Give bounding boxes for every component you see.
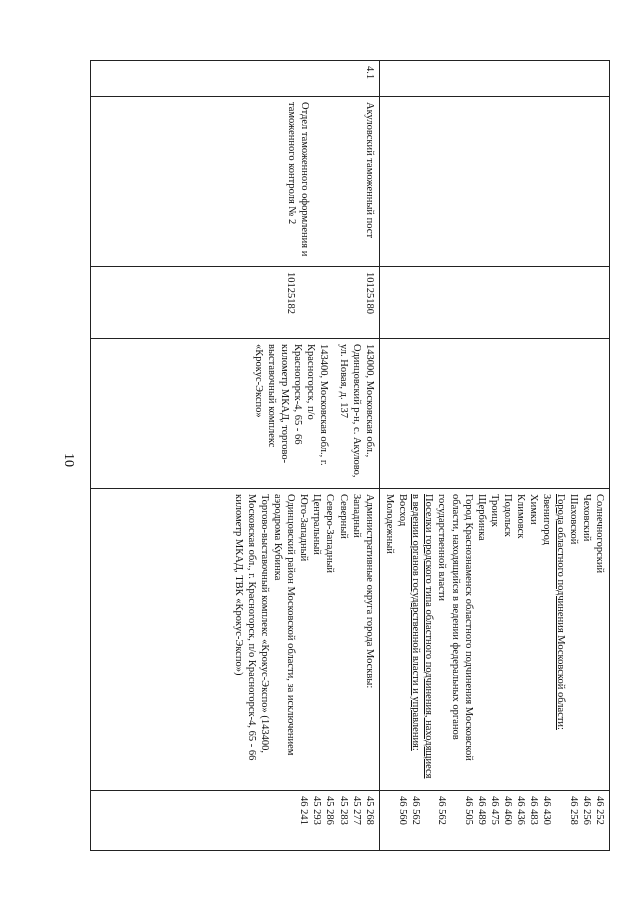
- zone-item: Звенигород: [541, 494, 553, 545]
- okato-code: 46 252: [594, 796, 605, 825]
- zone-item: Химки: [528, 494, 540, 525]
- okato-code: 45 277: [350, 796, 362, 825]
- zone-item: Климовск: [515, 494, 527, 539]
- zone-item: Города областного подчинения Московской области:: [554, 494, 566, 730]
- okato-code: [449, 796, 462, 845]
- zone-item: Северо-Западный: [324, 494, 336, 574]
- table-row-4-1: [91, 61, 380, 851]
- okato-code: 45 293: [311, 796, 323, 825]
- post-name: Акуловский таможенный пост: [363, 102, 375, 239]
- cell-code: [91, 267, 380, 339]
- okato-code: 46 258: [567, 796, 579, 825]
- post-address: 143000, Московская обл., Одинцовский р-н, с. Акулово, ул. Новая, д. 137: [337, 344, 375, 478]
- okato-code: [554, 796, 567, 845]
- zone-item: Административные округа города Москвы:: [363, 494, 375, 689]
- cell-num: 4.1: [91, 61, 380, 97]
- zone-item: Молодежный: [384, 494, 395, 554]
- okato-code: 46 483: [528, 796, 540, 825]
- zone-item: Троицк: [489, 494, 500, 527]
- department-code: 10125182: [284, 272, 296, 314]
- okato-code: 46 562: [436, 796, 448, 825]
- customs-table: [90, 60, 610, 851]
- table-row-continuation: [379, 61, 609, 851]
- page-number: 10: [61, 453, 76, 467]
- okato-code: 46 241: [298, 796, 310, 825]
- department-name: Отдел таможенного оформления и таможенного контроля № 2: [285, 102, 310, 257]
- okato-code: 45 283: [337, 796, 349, 825]
- zone-item: Поселки городского типа областного подчинения, находящиеся в ведении органов государственной власти и управления:: [410, 494, 435, 779]
- okato-list: [396, 796, 606, 845]
- cell-address: [91, 339, 380, 489]
- cell-num: [379, 61, 609, 97]
- okato-code: 46 489: [475, 796, 487, 825]
- zone-list: [383, 494, 606, 785]
- zone-item: Восход: [397, 494, 409, 527]
- zone-item: Солнечногорский: [594, 494, 605, 574]
- rotated-page-content: [90, 60, 610, 850]
- okato-code: 45 268: [363, 796, 375, 825]
- cell-okato: [91, 791, 380, 851]
- cell-name: [379, 97, 609, 267]
- okato-code: [422, 796, 435, 845]
- zone-item: Подольск: [502, 494, 514, 537]
- zone-item: Чеховский: [580, 494, 592, 542]
- zone-list: [232, 494, 376, 785]
- okato-code: 46 436: [515, 796, 527, 825]
- cell-name: [91, 97, 380, 267]
- cell-zone: [91, 489, 380, 791]
- okato-code: 46 505: [462, 796, 474, 825]
- okato-code: 46 562: [410, 796, 422, 825]
- zone-item: Центральный: [311, 494, 323, 555]
- cell-zone: [379, 489, 609, 791]
- cell-okato: [379, 791, 609, 851]
- okato-list: [297, 796, 376, 845]
- zone-item: Шаховской: [567, 494, 579, 545]
- okato-code: 46 256: [580, 796, 592, 825]
- zone-item: Северный: [337, 494, 349, 539]
- zone-item: Город Краснознаменск областного подчинения Московской области, находящийся в ведении федеральных органов государственной власти: [436, 494, 474, 761]
- okato-code: 46 460: [502, 796, 514, 825]
- cell-address: [379, 339, 609, 489]
- zone-item: Юго-Западный: [298, 494, 310, 562]
- okato-code: 46 560: [397, 796, 409, 825]
- department-address: 143400, Московская обл., г. Красногорск, п/о Красногорск-4, 65 - 66 километр МКАД, торгово-выставочный комплекс «Крокус-Экспо»: [252, 344, 330, 466]
- zone-item: Торгово-выставочный комплекс «Крокус-Экспо» (143400, Московская обл., г. Красногорск, п/о Красногорск-4, 65 - 66 километр МКАД, ТВК «Крокус-Экспо»): [232, 494, 270, 761]
- okato-code: 46 475: [489, 796, 500, 825]
- zone-item: Одинцовский район Московской области, за исключением аэродрома Кубинка: [272, 494, 297, 756]
- zone-item: Западный: [350, 494, 362, 538]
- post-code: 10125180: [363, 272, 375, 314]
- okato-code: 45 286: [324, 796, 336, 825]
- okato-code: 46 430: [541, 796, 553, 825]
- cell-code: [379, 267, 609, 339]
- zone-item: Щербинка: [475, 494, 487, 541]
